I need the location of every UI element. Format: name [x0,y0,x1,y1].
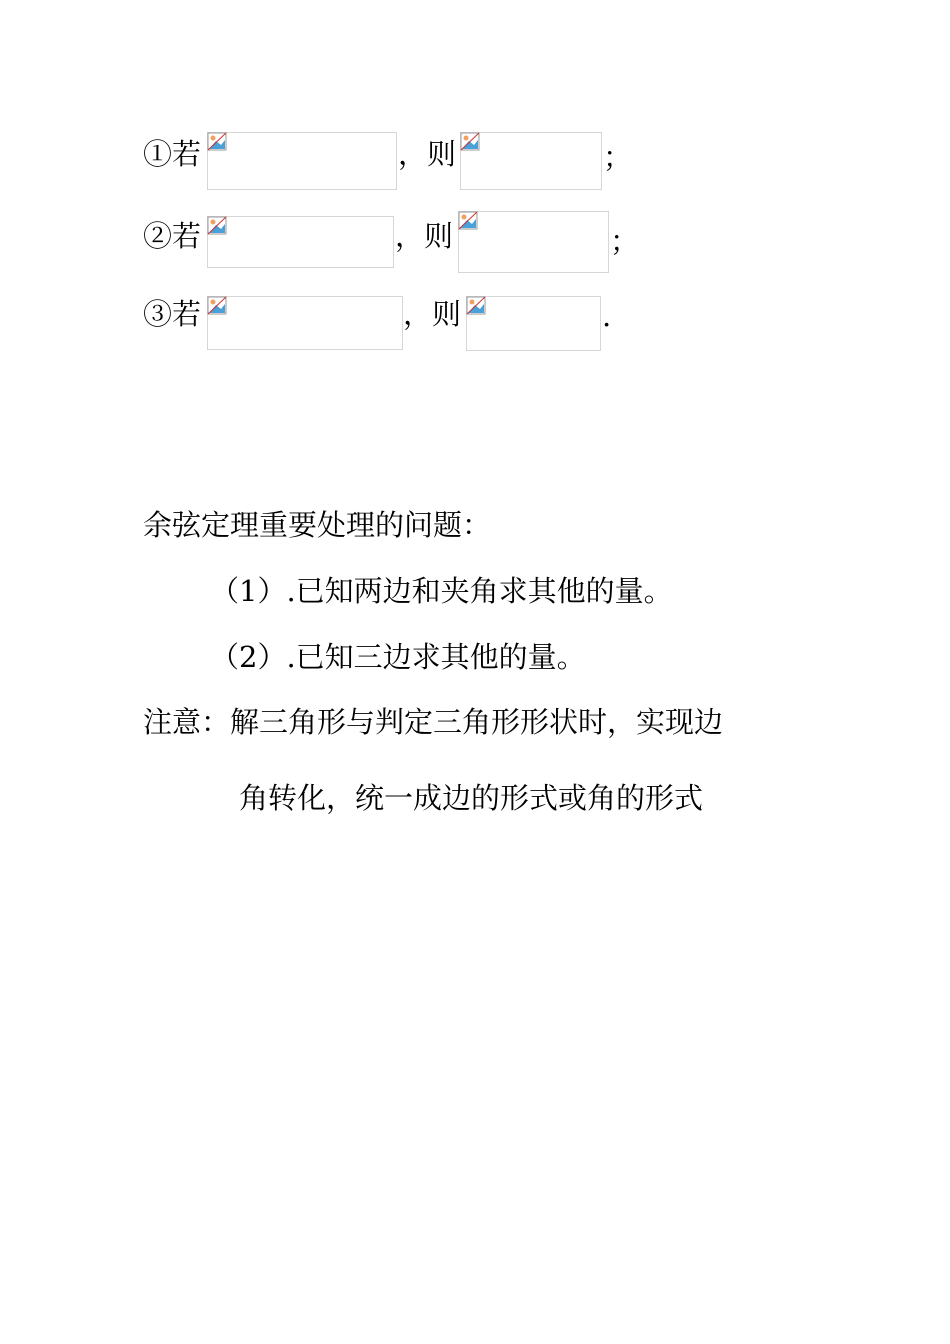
note-line-2: 角转化，统一成边的形式或角的形式 [239,781,704,815]
broken-image-icon [207,296,229,316]
broken-image-icon [207,132,229,152]
condition-2-prefix: ②若 [143,219,202,253]
formula-image-placeholder [460,132,602,190]
condition-1-end: ； [603,140,633,174]
section-heading: 余弦定理重要处理的问题： [143,508,492,542]
condition-2-then: ，则 [395,219,454,253]
formula-image-placeholder [458,211,609,273]
formula-image-placeholder [207,296,403,350]
list-item-1: （1）.已知两边和夹角求其他的量。 [210,574,673,608]
condition-3-prefix: ③若 [143,297,202,331]
note-line-1: 注意：解三角形与判定三角形形状时，实现边 [143,705,724,739]
list-item-2: （2）.已知三边求其他的量。 [210,640,586,674]
broken-image-icon [458,211,480,231]
broken-image-icon [207,216,229,236]
condition-1-prefix: ①若 [143,137,202,171]
formula-image-placeholder [207,216,394,268]
formula-image-placeholder [207,132,397,190]
condition-3-then: ，则 [403,297,462,331]
condition-2-end: ； [610,224,640,258]
formula-image-placeholder [466,296,601,351]
broken-image-icon [460,132,482,152]
broken-image-icon [466,296,488,316]
condition-1-then: ，则 [398,137,457,171]
condition-3-end: . [602,299,612,333]
